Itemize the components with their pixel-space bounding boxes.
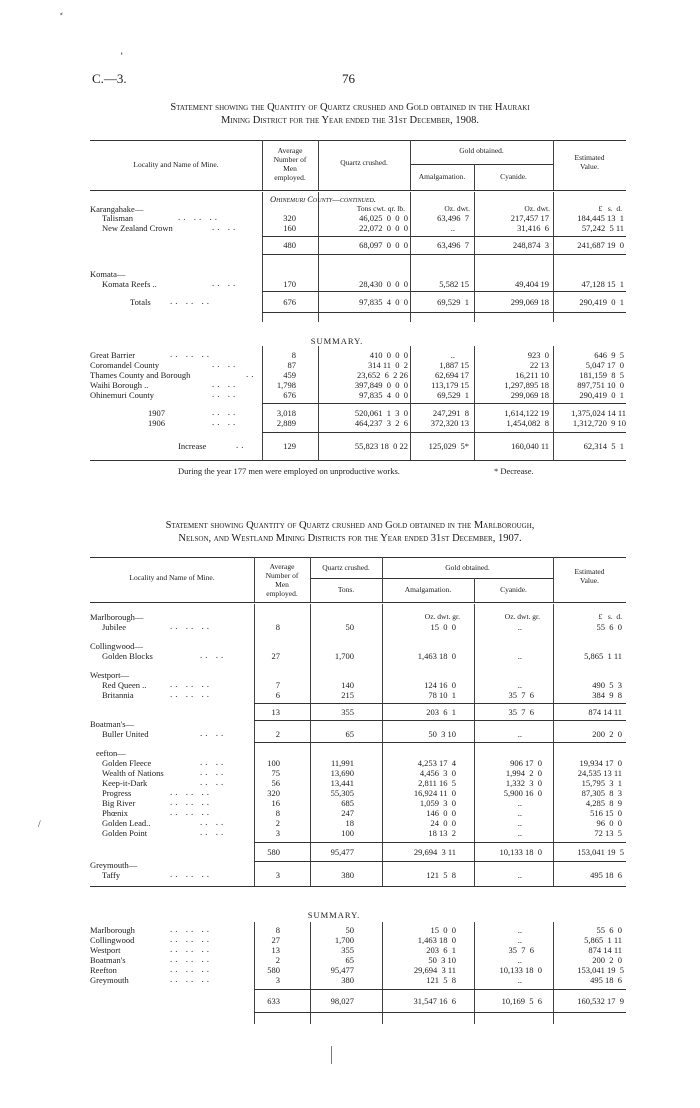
group-komata: Komata—: [90, 269, 126, 279]
table-row: Coromandel County .. .. 87 314 11 0 2 1,887 15 22 13 5,047 17 0: [90, 359, 624, 370]
margin-mark: /: [38, 820, 41, 830]
header-cyanide-2: Cyanide.: [500, 585, 527, 594]
footnote-decrease: * Decrease.: [494, 466, 534, 476]
summary-title-2: SUMMARY.: [307, 910, 361, 920]
table-row: Waihi Borough .. .. .. 1,798 397,849 0 0 0 113,179 15 1,297,895 18 897,751 10 0: [90, 379, 624, 390]
header-amalgamation-2: Amalgamation.: [404, 585, 452, 594]
header-cyanide: Cyanide.: [500, 172, 527, 181]
group-marlborough: Marlborough—: [90, 612, 144, 622]
header-men-2: Average Number of Men employed.: [265, 562, 299, 598]
group-boatmans: Boatman's—: [90, 719, 135, 729]
group-collingwood: Collingwood—: [90, 641, 143, 651]
page-reference: C.—3.: [92, 71, 127, 86]
group-westport: Westport—: [90, 670, 129, 680]
header-quartz: Quartz crushed.: [340, 158, 388, 167]
header-quartz-2: Quartz crushed.: [322, 563, 370, 572]
summary-title: SUMMARY.: [310, 336, 364, 346]
table-row: Ohinemuri County .. .. 676 97,835 4 0 0 69,529 1 299,069 18 290,419 0 1: [90, 389, 624, 400]
group-karangahake: Karangahake—: [90, 204, 144, 214]
unit-cyan-2: Oz. dwt. gr.: [504, 612, 540, 621]
table2-title-line1: Statement showing Quantity of Quartz crushed and Gold obtained in the Marlborough,: [165, 520, 535, 531]
header-locality-2: Locality and Name of Mine.: [129, 573, 215, 582]
header-tons: Tons.: [337, 585, 355, 594]
table-row: Great Barrier .. .. .. 8 410 0 0 0 .. 923 0 646 9 5: [90, 349, 624, 360]
page-number: 76: [342, 71, 355, 86]
header-value-2: Estimated Value.: [574, 567, 605, 585]
unit-value: £ s. d.: [598, 204, 622, 213]
county-heading: Ohinemuri County—continued.: [270, 194, 376, 204]
table-row: Thames County and Borough .. 459 23,652 6 2 26 62,694 17 16,211 10 181,159 8 5: [90, 369, 624, 380]
header-gold: Gold obtained.: [459, 146, 504, 155]
unit-cyan: Oz. dwt.: [524, 204, 550, 213]
table2-title-line2: Nelson, and Westland Mining Districts for the Year ended 31st December, 1907.: [178, 533, 522, 544]
unit-value-2: £ s. d.: [598, 612, 622, 621]
unit-amal: Oz. dwt.: [444, 204, 470, 213]
header-men: Average Number of Men employed.: [273, 146, 307, 182]
stray-mark: ’: [120, 52, 124, 62]
header-gold-2: Gold obtained.: [445, 563, 490, 572]
corner-mark: ⸗: [60, 8, 63, 18]
header-amalgamation: Amalgamation.: [418, 172, 466, 181]
group-reefton: eefton—: [96, 748, 126, 758]
table1-title-line1: Statement showing the Quantity of Quartz crushed and Gold obtained in the Hauraki: [170, 102, 530, 113]
footnote-unproductive: During the year 177 men were employed on unproductive works.: [178, 466, 400, 476]
unit-quartz: Tons cwt. qr. lb.: [356, 204, 405, 213]
group-greymouth: Greymouth—: [90, 860, 138, 870]
header-value: Estimated Value.: [574, 153, 605, 171]
bottom-rule: [331, 1046, 332, 1064]
header-locality: Locality and Name of Mine.: [133, 160, 219, 169]
unit-amal-2: Oz. dwt. gr.: [424, 612, 460, 621]
table1-title-line2: Mining District for the Year ended the 31st December, 1908.: [220, 115, 480, 126]
